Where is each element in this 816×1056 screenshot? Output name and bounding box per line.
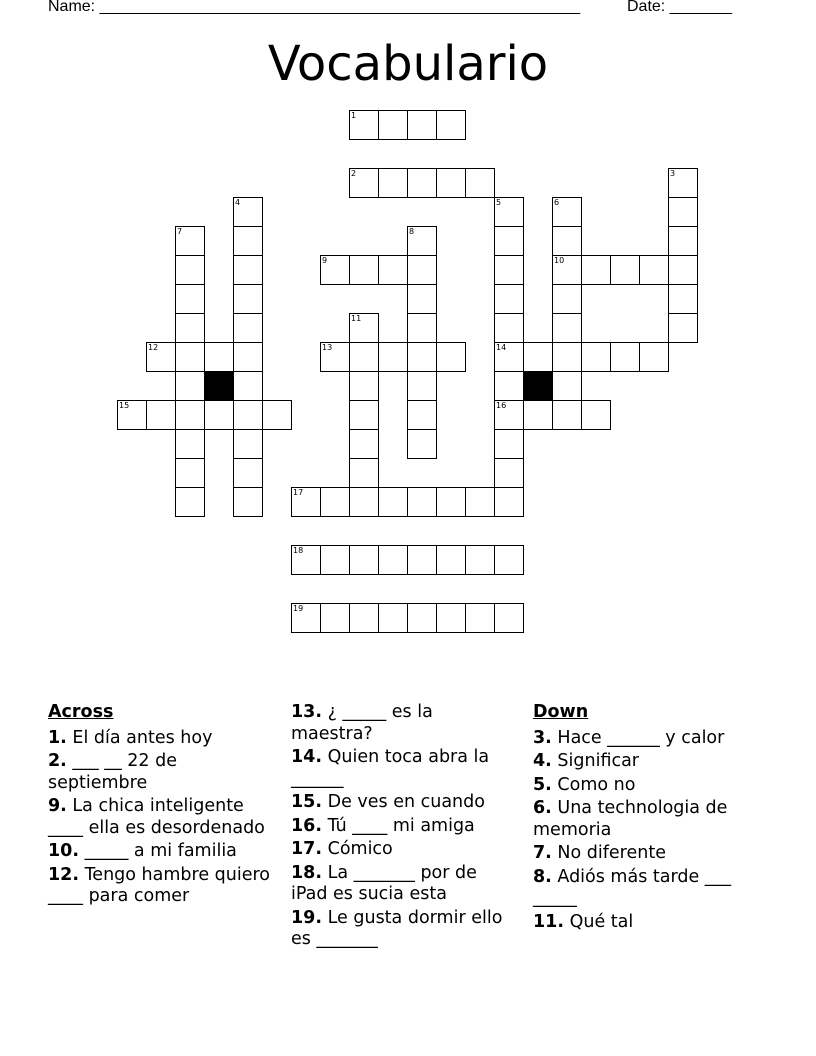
crossword-cell[interactable]: [378, 487, 408, 517]
crossword-cell[interactable]: [552, 400, 582, 430]
clue-number: 2.: [48, 751, 67, 771]
clue-text: Una technologia de memoria: [533, 798, 728, 840]
crossword-cell[interactable]: [494, 197, 524, 227]
crossword-cell[interactable]: [407, 400, 437, 430]
clue-number: 10: [554, 256, 565, 265]
crossword-cell[interactable]: [407, 226, 437, 256]
clue-text: Adiós más tarde ___ _____: [533, 866, 732, 908]
crossword-cell[interactable]: [146, 342, 176, 372]
crossword-cell[interactable]: [494, 255, 524, 285]
crossword-cell[interactable]: [552, 342, 582, 372]
across-clue-list-continued: [291, 702, 513, 951]
crossword-cell[interactable]: [349, 313, 379, 343]
clue-text: El día antes hoy: [72, 727, 213, 748]
crossword-cell[interactable]: [668, 284, 698, 314]
crossword-cell[interactable]: [552, 371, 582, 401]
clue-number: 4.: [533, 751, 552, 771]
clue-number: 19.: [291, 907, 323, 928]
crossword-cell[interactable]: [175, 429, 205, 459]
clue-number: 3.: [533, 727, 552, 748]
crossword-cell[interactable]: [175, 458, 205, 488]
clue-item: [291, 816, 513, 838]
clue-number: 8.: [533, 866, 552, 887]
crossword-cell[interactable]: [175, 226, 205, 256]
crossword-cell[interactable]: [349, 429, 379, 459]
crossword-cell[interactable]: [233, 487, 263, 517]
crossword-cell[interactable]: [349, 545, 379, 575]
clue-number: 7.: [533, 843, 552, 863]
crossword-cell[interactable]: [407, 371, 437, 401]
crossword-cell[interactable]: [349, 168, 379, 198]
clue-number: 11: [351, 314, 362, 323]
crossword-cell[interactable]: [378, 545, 408, 575]
crossword-cell[interactable]: [407, 545, 437, 575]
clue-item: [48, 728, 280, 750]
crossword-cell[interactable]: [175, 342, 205, 372]
clue-item: [291, 908, 513, 951]
crossword-cell[interactable]: [436, 342, 466, 372]
crossword-cell[interactable]: [233, 342, 263, 372]
across-clues-column-2: [291, 702, 513, 953]
crossword-cell[interactable]: [349, 110, 379, 140]
down-heading: Down: [533, 702, 589, 722]
crossword-cell[interactable]: [610, 255, 640, 285]
crossword-cell[interactable]: [494, 313, 524, 343]
name-field[interactable]: Name: ______________________________________________________: [48, 0, 581, 15]
clue-number: 3: [670, 169, 676, 178]
crossword-cell[interactable]: [175, 487, 205, 517]
clue-item: [48, 865, 280, 908]
crossword-cell[interactable]: [465, 603, 495, 633]
clue-number: 6: [554, 198, 560, 207]
crossword-cell[interactable]: [407, 313, 437, 343]
crossword-cell[interactable]: [175, 371, 205, 401]
crossword-cell[interactable]: [233, 284, 263, 314]
crossword-cell[interactable]: [320, 603, 350, 633]
clue-text: _____ a mi familia: [84, 841, 237, 861]
clue-number: 16: [496, 401, 507, 410]
clue-item: [48, 841, 280, 863]
clue-number: 5: [496, 198, 502, 207]
clue-text: Cómico: [327, 839, 393, 859]
clue-item: [533, 751, 748, 773]
clue-number: 19: [293, 604, 304, 613]
clue-number: 15: [119, 401, 130, 410]
date-field[interactable]: Date: _______: [627, 0, 732, 15]
crossword-cell[interactable]: [349, 458, 379, 488]
crossword-cell[interactable]: [668, 226, 698, 256]
clue-number: 6.: [533, 798, 552, 818]
crossword-cell[interactable]: [465, 168, 495, 198]
crossword-cell[interactable]: [610, 342, 640, 372]
clue-number: 12: [148, 343, 159, 352]
crossword-cell[interactable]: [581, 342, 611, 372]
clue-item: [291, 747, 513, 790]
crossword-cell[interactable]: [175, 255, 205, 285]
clue-item: [533, 912, 748, 934]
black-square: [523, 371, 553, 401]
clue-text: Quien toca abra la ______: [291, 747, 490, 789]
crossword-cell[interactable]: [523, 400, 553, 430]
clue-number: 8: [409, 227, 415, 236]
clue-number: 14.: [291, 747, 323, 767]
crossword-cell[interactable]: [291, 603, 321, 633]
clue-number: 12.: [48, 864, 80, 885]
crossword-cell[interactable]: [523, 342, 553, 372]
crossword-cell[interactable]: [233, 371, 263, 401]
crossword-cell[interactable]: [552, 255, 582, 285]
clue-item: [48, 751, 280, 794]
clue-number: 10.: [48, 841, 80, 861]
clue-number: 5.: [533, 774, 552, 795]
crossword-cell[interactable]: [378, 110, 408, 140]
crossword-cell[interactable]: [581, 400, 611, 430]
clue-text: Tengo hambre quiero ____ para comer: [48, 864, 271, 906]
crossword-cell[interactable]: [494, 545, 524, 575]
crossword-cell[interactable]: [117, 400, 147, 430]
clue-number: 1: [351, 111, 357, 120]
crossword-cell[interactable]: [639, 342, 669, 372]
across-clue-list: [48, 728, 280, 908]
clue-number: 18.: [291, 862, 323, 883]
clue-item: [291, 863, 513, 906]
clue-text: No diferente: [557, 843, 666, 863]
crossword-cell[interactable]: [407, 168, 437, 198]
clue-text: Tú ____ mi amiga: [327, 815, 475, 836]
crossword-cell[interactable]: [668, 168, 698, 198]
crossword-cell[interactable]: [436, 487, 466, 517]
clue-item: [533, 775, 748, 797]
crossword-cell[interactable]: [552, 284, 582, 314]
crossword-cell[interactable]: [291, 487, 321, 517]
clue-number: 17: [293, 488, 304, 497]
crossword-cell[interactable]: [494, 371, 524, 401]
clue-item: [291, 702, 513, 745]
crossword-cell[interactable]: [378, 168, 408, 198]
crossword-cell[interactable]: [349, 487, 379, 517]
black-square: [204, 371, 234, 401]
crossword-cell[interactable]: [552, 226, 582, 256]
crossword-cell[interactable]: [494, 284, 524, 314]
crossword-cell[interactable]: [320, 342, 350, 372]
crossword-cell[interactable]: [407, 603, 437, 633]
crossword-cell[interactable]: [378, 603, 408, 633]
crossword-cell[interactable]: [494, 487, 524, 517]
crossword-cell[interactable]: [349, 342, 379, 372]
crossword-cell[interactable]: [407, 342, 437, 372]
crossword-cell[interactable]: [233, 429, 263, 459]
crossword-cell[interactable]: [581, 255, 611, 285]
clue-number: 7: [177, 227, 183, 236]
crossword-cell[interactable]: [436, 603, 466, 633]
crossword-cell[interactable]: [436, 168, 466, 198]
crossword-cell[interactable]: [494, 400, 524, 430]
down-clues-column: [533, 702, 748, 935]
crossword-cell[interactable]: [639, 255, 669, 285]
clue-number: 2: [351, 169, 357, 178]
clue-item: [291, 792, 513, 814]
clue-text: Qué tal: [569, 911, 634, 932]
clue-text: Como no: [557, 774, 636, 795]
crossword-cell[interactable]: [233, 226, 263, 256]
clue-number: 17.: [291, 839, 323, 859]
clue-text: De ves en cuando: [327, 792, 485, 812]
crossword-cell[interactable]: [204, 342, 234, 372]
crossword-cell[interactable]: [436, 545, 466, 575]
crossword-cell[interactable]: [494, 226, 524, 256]
crossword-cell[interactable]: [349, 603, 379, 633]
clue-item: [533, 798, 748, 841]
crossword-cell[interactable]: [233, 255, 263, 285]
clue-text: ___ __ 22 de septiembre: [48, 751, 177, 793]
crossword-cell[interactable]: [465, 487, 495, 517]
crossword-cell[interactable]: [349, 255, 379, 285]
clue-number: 14: [496, 343, 507, 352]
clue-text: Le gusta dormir ello es _______: [291, 907, 503, 949]
crossword-cell[interactable]: [349, 400, 379, 430]
crossword-cell[interactable]: [349, 371, 379, 401]
clue-number: 1.: [48, 727, 67, 748]
crossword-cell[interactable]: [233, 313, 263, 343]
clue-item: [48, 796, 280, 839]
crossword-cell[interactable]: [552, 197, 582, 227]
crossword-cell[interactable]: [233, 400, 263, 430]
crossword-cell[interactable]: [146, 400, 176, 430]
crossword-cell[interactable]: [320, 487, 350, 517]
crossword-cell[interactable]: [320, 545, 350, 575]
crossword-cell[interactable]: [407, 255, 437, 285]
crossword-cell[interactable]: [668, 313, 698, 343]
crossword-cell[interactable]: [262, 400, 292, 430]
crossword-cell[interactable]: [291, 545, 321, 575]
crossword-cell[interactable]: [175, 284, 205, 314]
clue-text: La _______ por de iPad es sucia esta: [291, 862, 477, 904]
crossword-cell[interactable]: [407, 284, 437, 314]
clue-item: [533, 728, 748, 750]
clue-text: La chica inteligente ____ ella es desordenado: [48, 796, 265, 838]
clue-number: 9.: [48, 796, 67, 816]
crossword-cell[interactable]: [494, 342, 524, 372]
crossword-cell[interactable]: [175, 400, 205, 430]
crossword-cell[interactable]: [204, 400, 234, 430]
crossword-cell[interactable]: [407, 429, 437, 459]
clue-text: Hace ______ y calor: [557, 727, 725, 748]
crossword-cell[interactable]: [494, 458, 524, 488]
clue-number: 4: [235, 198, 241, 207]
clue-number: 11.: [533, 911, 565, 932]
across-heading: Across: [48, 702, 114, 722]
crossword-cell[interactable]: [233, 197, 263, 227]
crossword-cell[interactable]: [378, 255, 408, 285]
clue-item: [533, 867, 748, 910]
clue-text: ¿ _____ es la maestra?: [291, 702, 433, 744]
crossword-cell[interactable]: [175, 313, 205, 343]
page-title: Vocabulario: [267, 36, 549, 92]
crossword-cell[interactable]: [465, 545, 495, 575]
crossword-cell[interactable]: [233, 458, 263, 488]
across-clues-column-1: [48, 702, 280, 910]
crossword-cell[interactable]: [320, 255, 350, 285]
clue-number: 15.: [291, 792, 323, 812]
clue-number: 16.: [291, 815, 323, 836]
clue-text: Significar: [557, 751, 640, 771]
clue-number: 13.: [291, 702, 323, 722]
down-clue-list: [533, 728, 748, 934]
crossword-cell[interactable]: [494, 603, 524, 633]
clue-number: 18: [293, 546, 304, 555]
crossword-cell[interactable]: [407, 487, 437, 517]
clue-number: 13: [322, 343, 333, 352]
clue-number: 9: [322, 256, 328, 265]
crossword-cell[interactable]: [552, 313, 582, 343]
clue-item: [533, 843, 748, 865]
crossword-cell[interactable]: [378, 342, 408, 372]
crossword-cell[interactable]: [668, 255, 698, 285]
crossword-cell[interactable]: [436, 110, 466, 140]
crossword-cell[interactable]: [494, 429, 524, 459]
crossword-cell[interactable]: [668, 197, 698, 227]
clue-item: [291, 839, 513, 861]
crossword-cell[interactable]: [407, 110, 437, 140]
